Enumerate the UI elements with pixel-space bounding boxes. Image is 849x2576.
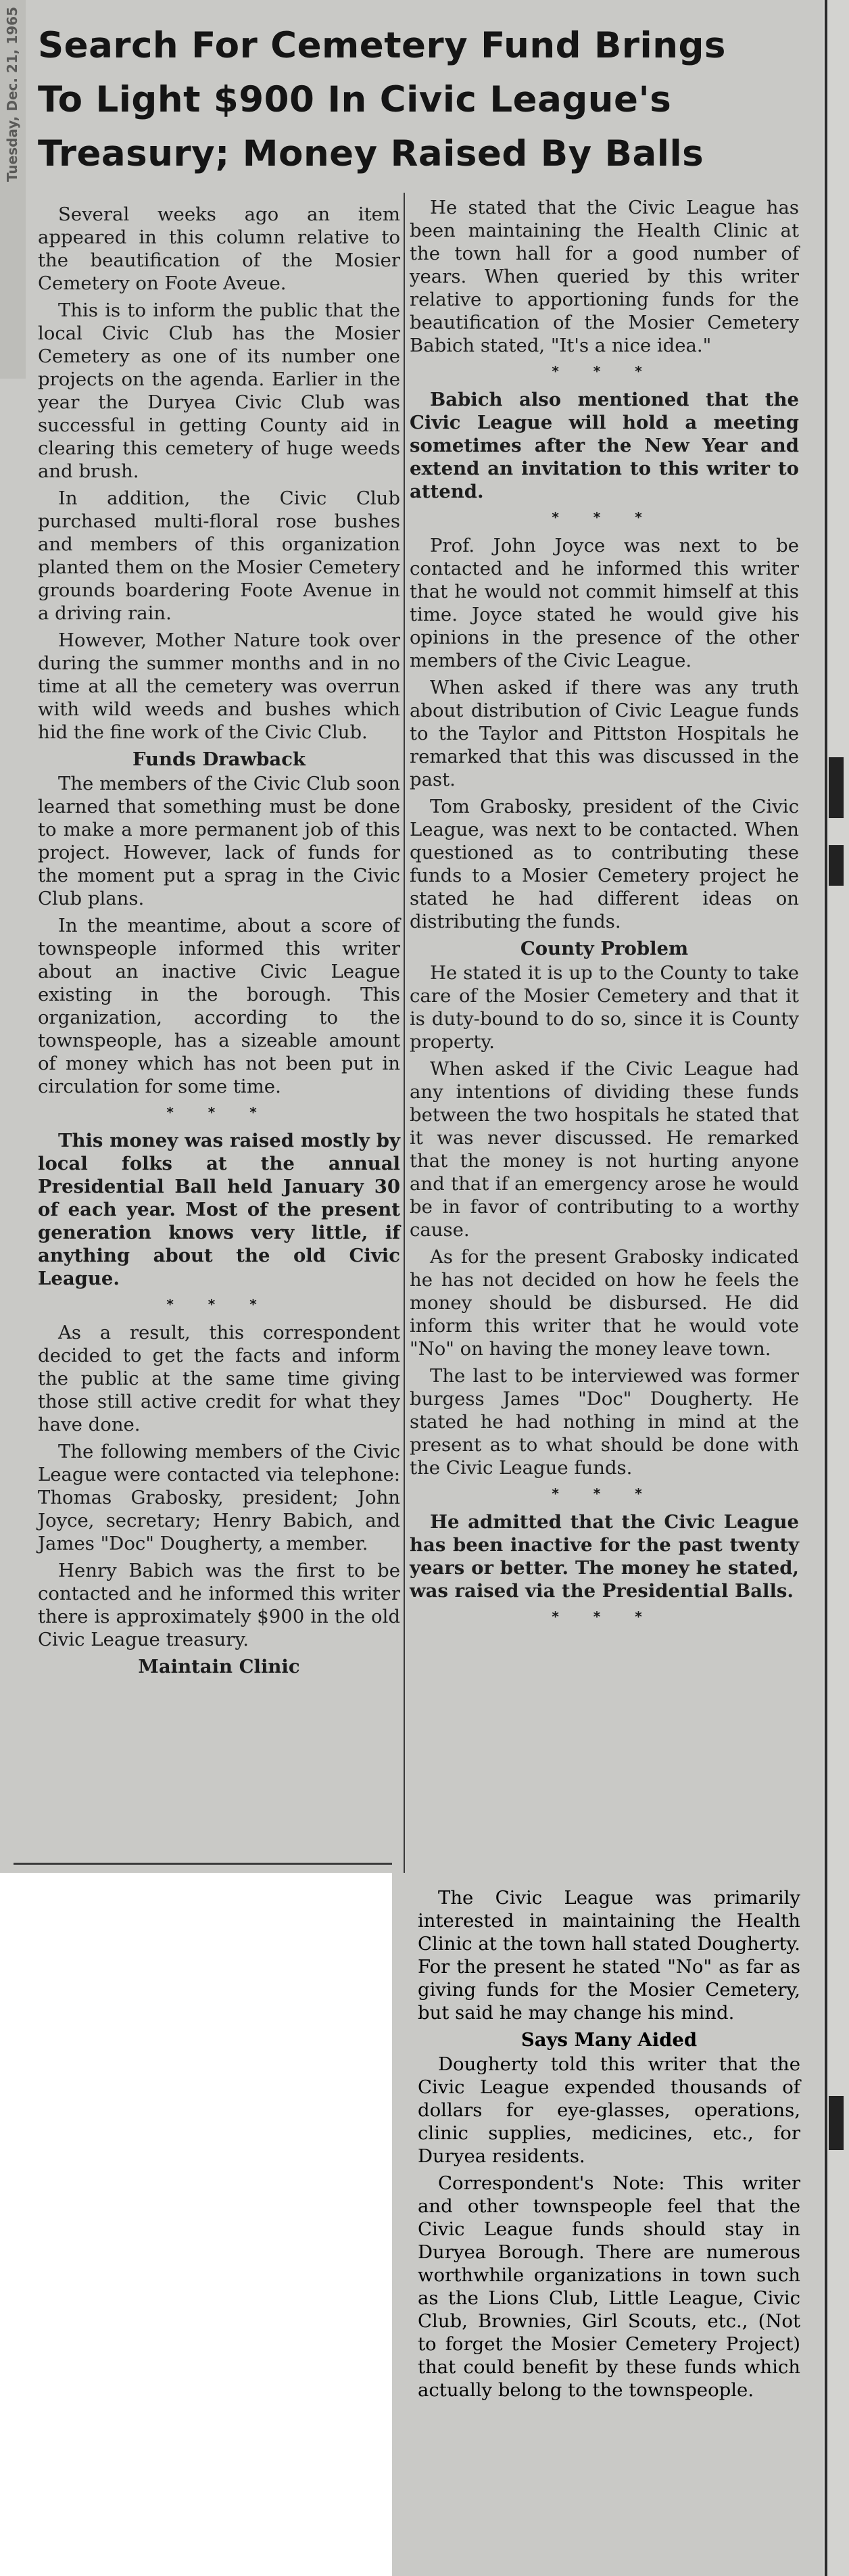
column-right — [410, 196, 799, 1633]
headline: Search For Cemetery Fund Brings To Light $900 In Civic League's Treasury; Money Raised By Balls — [38, 25, 726, 174]
paragraph: The members of the Civic Club soon learned that something must be done to make a more permanent job of this project. However, lack of funds for the moment put a sprag in the Civic Club plans. — [38, 773, 400, 909]
paragraph: As for the present Grabosky indicated he has not decided on how he feels the money should be disbursed. He did inform this writer that he would vote "No" on having the money leave town. — [410, 1246, 799, 1360]
subheading: Funds Drawback — [132, 748, 306, 770]
section-separator: * * * — [166, 1296, 272, 1312]
bold-paragraph: He admitted that the Civic League has been inactive for the past twenty years or better. The money he stated, was raised via the Presidential Balls. — [410, 1511, 799, 1602]
paragraph: The last to be interviewed was former burgess James "Doc" Dougherty. He stated he had nothing in mind at the present as to what should be done with the Civic League funds. — [410, 1365, 799, 1479]
paragraph: In the meantime, about a score of townspeople informed this writer about an inactive Civic League existing in the borough. This organization, according to the townspeople, has a sizeable amount of money which has not been put in circulation for some time. — [38, 915, 400, 1097]
subheading: County Problem — [520, 938, 689, 959]
paragraph: He stated that the Civic League has been maintaining the Health Clinic at the town hall for a good number of years. When queried by this writer relative to apportioning funds for the beautification of the Mosier Cemetery Babich stated, "It's a nice idea." — [410, 197, 799, 356]
paragraph: Henry Babich was the first to be contacted and he informed this writer there is approximately $900 in the old Civic League treasury. — [38, 1560, 400, 1650]
paragraph: The Civic League was primarily interested in maintaining the Health Clinic at the town hall stated Dougherty. For the present he stated "No" as far as giving funds for the Mosier Cemetery, but said he may change his mind. — [418, 1887, 800, 2024]
adjacent-block — [829, 757, 844, 818]
page-edge — [0, 0, 26, 379]
paragraph: Tom Grabosky, president of the Civic League, was next to be contacted. When questioned as to contributing these funds to a Mosier Cemetery project he stated he had different ideas on distributing the funds. — [410, 796, 799, 932]
paragraph: When asked if the Civic League had any intentions of dividing these funds between the two hospitals he stated that it was never discussed. He remarked that the money is not hurting anyone and that if an emergency arose he would be in favor of contributing to a worthy cause. — [410, 1058, 799, 1241]
paragraph: Dougherty told this writer that the Civic League expended thousands of dollars for eye-glasses, operations, clinic supplies, medicines, etc., for Duryea residents. — [418, 2053, 800, 2167]
paragraph: In addition, the Civic Club purchased multi-floral rose bushes and members of this organization planted them on the Mosier Cemetery grounds boardering Foote Avenue in a driving rain. — [38, 487, 400, 624]
subheading: Maintain Clinic — [138, 1656, 300, 1677]
bottom-rule — [14, 1863, 392, 1865]
section-separator: * * * — [552, 509, 657, 525]
right-border — [825, 0, 827, 2576]
paragraph: He stated it is up to the County to take care of the Mosier Cemetery and that it is duty-bound to do so, since it is County property. — [410, 962, 799, 1053]
paragraph: Correspondent's Note: This writer and other townspeople feel that the Civic League funds should stay in Duryea Borough. There are numerous worthwhile organizations in town such as the Lions Club, Little League, Civic Club, Brownies, Girl Scouts, etc., (Not to forget the Mosier Cemetery Project) that could benefit by these funds which actually belong to the townspeople. — [418, 2172, 800, 2401]
adjacent-block — [829, 845, 844, 886]
paragraph: Several weeks ago an item appeared in this column relative to the beautification of the Mosier Cemetery on Foote Aveue. — [38, 204, 400, 294]
section-separator: * * * — [552, 1608, 657, 1625]
column-continuation — [418, 1886, 800, 2406]
paragraph: Prof. John Joyce was next to be contacted and he informed this writer that he would not commit himself at this time. Joyce stated he would give his opinions in the presence of the other members of the Civic League. — [410, 535, 799, 671]
paragraph: However, Mother Nature took over during the summer months and in no time at all the cemetery was overrun with wild weeds and bushes which hid the fine work of the Civic Club. — [38, 629, 400, 743]
bold-paragraph: This money was raised mostly by local folks at the annual Presidential Ball held January 30 of each year. Most of the present generation knows very little, if anything about the old Civic League. — [38, 1130, 400, 1289]
edge-text: Tuesday, Dec. 21, 1965 — [4, 7, 20, 183]
subheading: Says Many Aided — [520, 2029, 698, 2051]
paragraph: As a result, this correspondent decided to get the facts and inform the public at the same time giving those still active credit for what they have done. — [38, 1322, 400, 1435]
section-separator: * * * — [166, 1104, 272, 1120]
bold-paragraph: Babich also mentioned that the Civic League will hold a meeting sometimes after the New Year and extend an invitation to this writer to attend. — [410, 389, 799, 502]
paragraph: This is to inform the public that the local Civic Club has the Mosier Cemetery as one of its number one projects on the agenda. Earlier in the year the Duryea Civic Club was successful in getting County aid in clearing this cemetery of huge weeds and brush. — [38, 300, 400, 482]
adjacent-block — [829, 2096, 844, 2150]
paragraph: The following members of the Civic League were contacted via telephone: Thomas Grabosky, president; John Joyce, secretary; Henry Babich, and James "Doc" Dougherty, a member. — [38, 1441, 400, 1554]
section-separator: * * * — [552, 1485, 657, 1502]
paragraph: When asked if there was any truth about distribution of Civic League funds to the Taylor and Pittston Hospitals he remarked that this was discussed in the past. — [410, 677, 799, 790]
section-separator: * * * — [552, 363, 657, 379]
column-left — [38, 203, 400, 1679]
